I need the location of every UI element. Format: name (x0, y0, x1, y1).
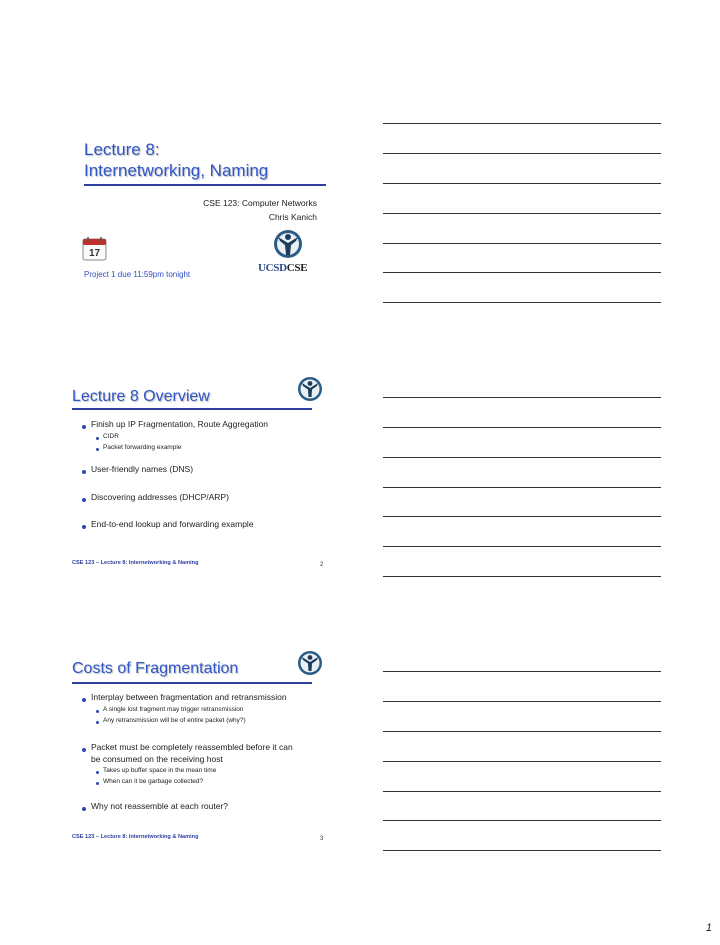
slide3-logo-icon (297, 650, 323, 676)
slide2-title: Lecture 8 Overview (72, 388, 210, 405)
project-note: Project 1 due 11:59pm tonight (84, 270, 191, 279)
slide2-bullet-2: User-friendly names (DNS) (91, 464, 194, 474)
sub-bullet (96, 437, 99, 440)
sub-bullet (96, 721, 99, 724)
slide3-sub-2-1: Takes up buffer space in the mean time (103, 767, 217, 774)
logo-text-cse: CSE (286, 262, 308, 274)
sub-bullet (96, 710, 99, 713)
note-line (383, 820, 661, 821)
slide2-bullet-4: End-to-end lookup and forwarding example (91, 519, 254, 529)
ucsd-cse-logo (258, 228, 320, 280)
slide2-bullet-1: Finish up IP Fragmentation, Route Aggregation (91, 419, 269, 429)
note-line (383, 272, 661, 273)
note-line (383, 576, 661, 577)
note-line (383, 427, 661, 428)
slide1-title-line1: Lecture 8: (84, 140, 160, 159)
slide3-title-rule (72, 682, 312, 684)
slide3-page-number: 3 (320, 836, 324, 842)
note-line (383, 701, 661, 702)
note-line (383, 761, 661, 762)
slide3-sub-1-1: A single lost fragment may trigger retransmission (103, 706, 244, 713)
note-line (383, 183, 661, 184)
slide1-title-rule (84, 184, 326, 186)
course-name: CSE 123: Computer Networks (203, 198, 317, 208)
slide1-title-line2: Internetworking, Naming (84, 161, 269, 180)
note-line (383, 213, 661, 214)
slide3-sub-2-2: When can it be garbage collected? (103, 778, 204, 785)
slide2-footer: CSE 123 – Lecture 8: Internetworking & Naming (72, 560, 199, 566)
slide3-bullet-2-line2: be consumed on the receiving host (91, 754, 223, 764)
sub-bullet (96, 782, 99, 785)
note-line (383, 243, 661, 244)
note-line (383, 487, 661, 488)
sub-bullet (96, 448, 99, 451)
bullet (82, 748, 86, 752)
slide3-footer: CSE 123 – Lecture 8: Internetworking & Naming (72, 834, 199, 840)
sub-bullet (96, 771, 99, 774)
slide2-sub-1-2: Packet forwarding example (103, 444, 182, 451)
bullet (82, 470, 86, 474)
calendar-icon (82, 236, 108, 262)
note-line (383, 731, 661, 732)
bullet (82, 425, 86, 429)
slide3-bullet-3: Why not reassemble at each router? (91, 801, 229, 811)
slide3-title: Costs of Fragmentation (72, 660, 239, 677)
slide3-bullet-1: Interplay between fragmentation and retransmission (91, 692, 287, 702)
instructor-name: Chris Kanich (268, 212, 317, 222)
bullet (82, 498, 86, 502)
bullet (82, 525, 86, 529)
calendar-day: 17 (88, 248, 101, 259)
note-line (383, 516, 661, 517)
note-line (383, 546, 661, 547)
slide3-bullet-2-line1: Packet must be completely reassembled before it can (91, 742, 293, 752)
bullet (82, 807, 86, 811)
slide3-sub-1-2: Any retransmission will be of entire packet (why?) (103, 717, 246, 724)
note-line (383, 123, 661, 124)
slide2-logo-icon (297, 376, 323, 402)
note-line (383, 850, 661, 851)
page-number: 1 (705, 922, 712, 934)
slide2-page-number: 2 (320, 562, 324, 568)
note-line (383, 153, 661, 154)
slide2-title-rule (72, 408, 312, 410)
note-line (383, 457, 661, 458)
logo-text-ucsd: UCSD (258, 262, 287, 274)
note-line (383, 302, 661, 303)
slide2-sub-1-1: CIDR (103, 433, 119, 440)
note-line (383, 791, 661, 792)
note-line (383, 671, 661, 672)
bullet (82, 698, 86, 702)
slide2-bullet-3: Discovering addresses (DHCP/ARP) (91, 492, 229, 502)
note-line (383, 397, 661, 398)
